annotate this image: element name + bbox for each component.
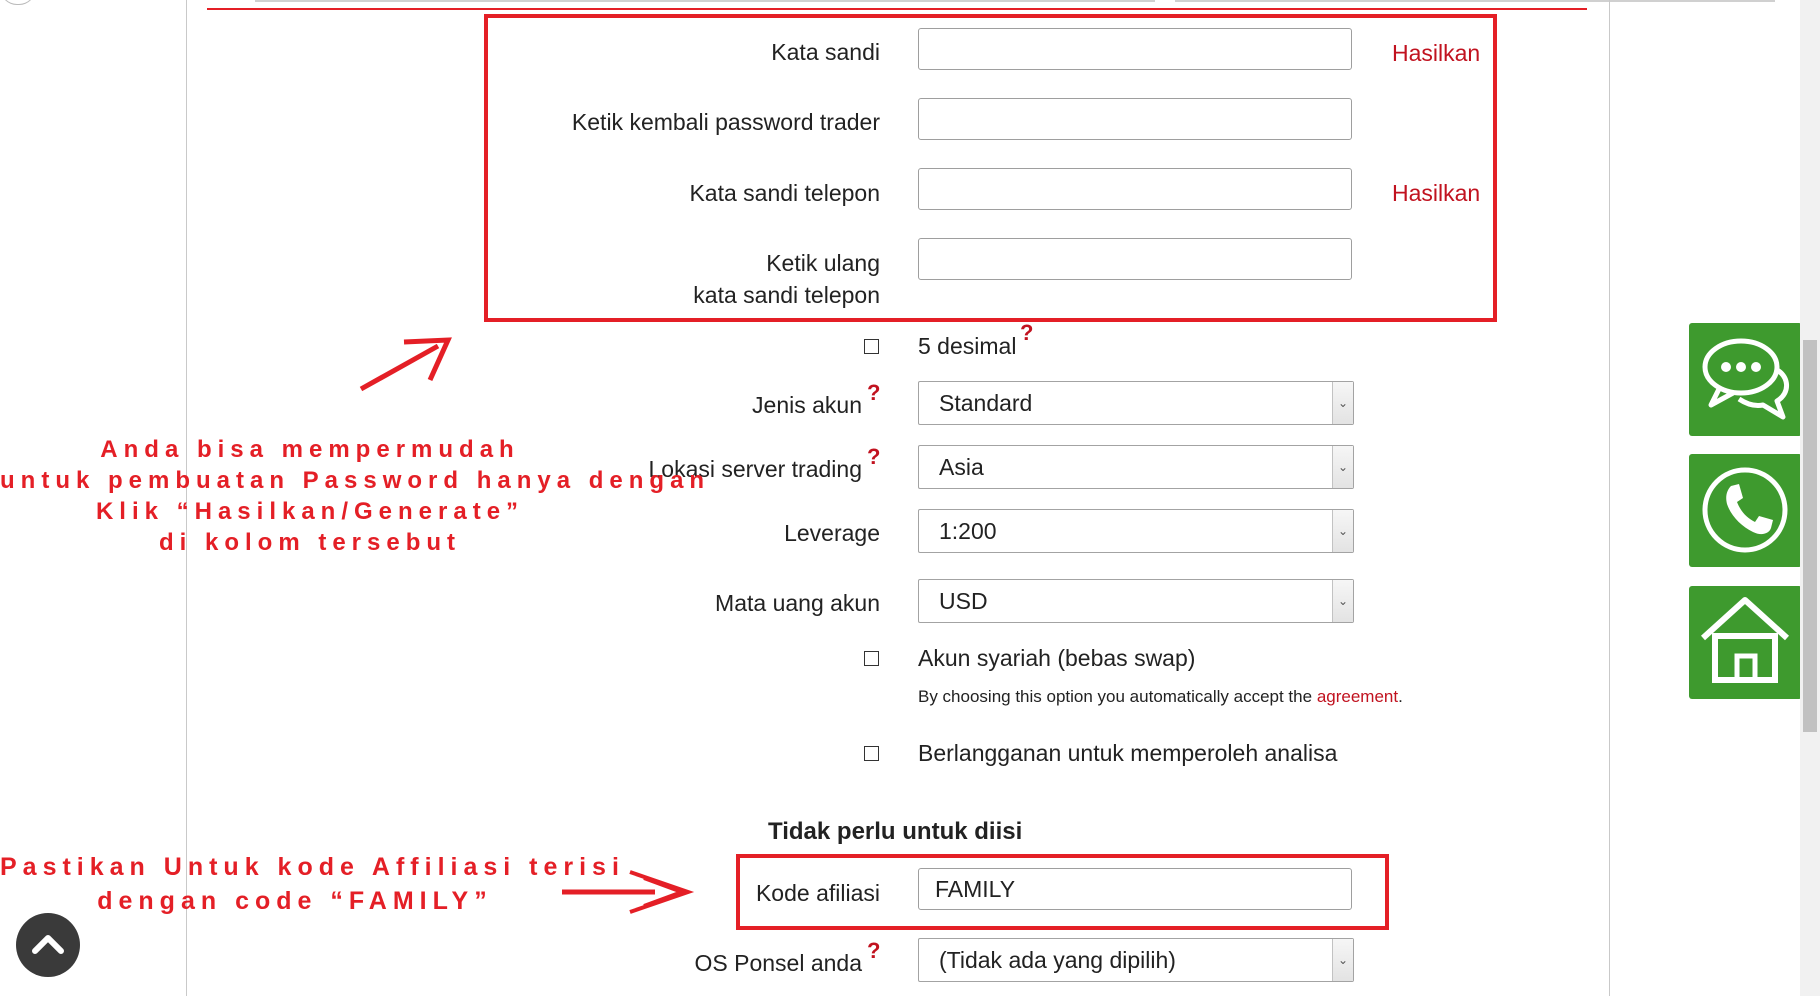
chevron-down-icon: ⌄: [1332, 382, 1353, 424]
top-red-line: [207, 8, 1587, 10]
chevron-up-icon: [16, 913, 80, 977]
affiliate-code-input[interactable]: FAMILY: [918, 868, 1352, 910]
mobile-os-select[interactable]: [918, 938, 1354, 982]
currency-label: Mata uang akun: [715, 590, 880, 616]
account-type-value: Standard: [939, 390, 1033, 416]
phone-icon: [1689, 454, 1802, 567]
chevron-down-icon: ⌄: [1332, 939, 1353, 981]
agreement-note: [918, 687, 1403, 707]
five-decimal-label: 5 desimal: [918, 333, 1017, 359]
phone-button[interactable]: [1689, 454, 1802, 567]
agreement-period: .: [1398, 687, 1403, 706]
help-icon[interactable]: ?: [867, 444, 881, 469]
scroll-to-top-button[interactable]: [16, 913, 80, 977]
server-location-label: Lokasi server trading: [648, 456, 862, 482]
chat-bubbles-icon: [1689, 323, 1802, 436]
subscribe-analysis-label: Berlangganan untuk memperoleh analisa: [918, 740, 1338, 766]
scrollbar-thumb[interactable]: [1803, 340, 1817, 732]
retype-password-input[interactable]: [918, 98, 1352, 140]
password-input[interactable]: [918, 28, 1352, 70]
generate-phone-password-link[interactable]: Hasilkan: [1392, 180, 1481, 206]
server-location-value: Asia: [939, 454, 984, 480]
top-border: [255, 0, 1155, 2]
retype-phone-password-label-line1: Ketik ulang: [766, 250, 880, 276]
annotation-arrow-icon: [356, 334, 456, 394]
chevron-down-icon: ⌄: [1332, 510, 1353, 552]
chevron-down-icon: ⌄: [1332, 580, 1353, 622]
chat-button[interactable]: [1689, 323, 1802, 436]
account-type-label: Jenis akun: [752, 392, 862, 418]
top-border: [1175, 0, 1775, 2]
help-icon[interactable]: ?: [867, 380, 881, 405]
help-icon[interactable]: ?: [1020, 320, 1034, 345]
server-location-select[interactable]: [918, 445, 1354, 489]
leverage-label: Leverage: [784, 520, 880, 546]
help-icon[interactable]: ?: [867, 938, 881, 963]
account-type-select[interactable]: [918, 381, 1354, 425]
mobile-os-value: (Tidak ada yang dipilih): [939, 947, 1176, 973]
phone-password-label: Kata sandi telepon: [689, 180, 880, 206]
leverage-value: 1:200: [939, 518, 997, 544]
annotation-double-arrow-icon: [560, 868, 700, 918]
generate-password-link[interactable]: Hasilkan: [1392, 40, 1481, 66]
currency-select[interactable]: [918, 579, 1354, 623]
sharia-account-label: Akun syariah (bebas swap): [918, 645, 1196, 671]
affiliate-tip-annotation: Pastikan Untuk kode Affiliasi terisi dengan code “FAMILY”: [0, 853, 625, 915]
agreement-link[interactable]: agreement: [1316, 687, 1399, 706]
agreement-text: By choosing this option you automatically accept the: [918, 687, 1313, 706]
retype-password-label: Ketik kembali password trader: [571, 109, 880, 135]
optional-section-heading: Tidak perlu untuk diisi: [768, 818, 1023, 845]
phone-password-input[interactable]: [918, 168, 1352, 210]
partial-circle: [0, 0, 36, 5]
password-tip-annotation: Anda bisa mempermudah untuk pembuatan Password hanya dengan Klik “Hasilkan/Generate” di kolom tersebut: [0, 436, 711, 556]
chevron-down-icon: ⌄: [1332, 446, 1353, 488]
subscribe-analysis-checkbox[interactable]: [864, 746, 879, 761]
retype-phone-password-label-line2: kata sandi telepon: [693, 282, 880, 308]
password-label: Kata sandi: [771, 39, 880, 65]
currency-value: USD: [939, 588, 988, 614]
affiliate-code-label: Kode afiliasi: [755, 880, 880, 906]
mobile-os-label: OS Ponsel anda: [694, 950, 862, 976]
home-button[interactable]: [1689, 586, 1802, 699]
five-decimal-checkbox[interactable]: [864, 339, 879, 354]
retype-phone-password-input[interactable]: [918, 238, 1352, 280]
leverage-select[interactable]: [918, 509, 1354, 553]
sharia-account-checkbox[interactable]: [864, 651, 879, 666]
home-icon: [1689, 586, 1802, 699]
content-right-border: [1609, 0, 1610, 996]
